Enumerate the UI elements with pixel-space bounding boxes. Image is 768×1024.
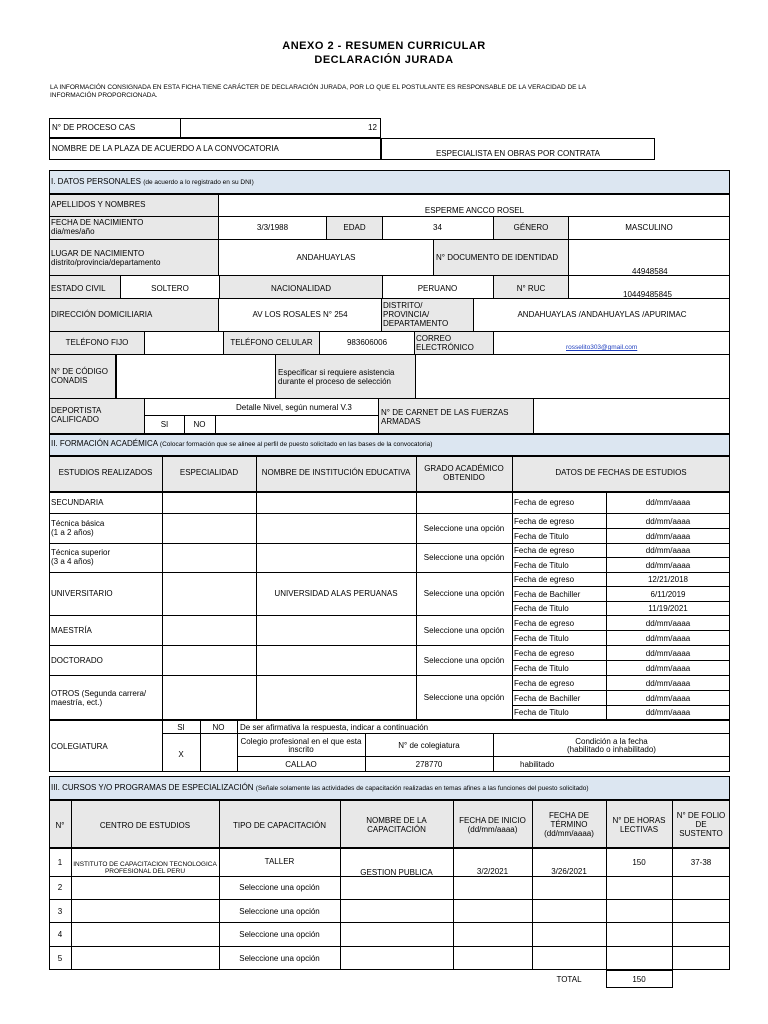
header-end-2: TÉRMINO (550, 820, 588, 829)
athlete-label-2: CALIFICADO (51, 415, 100, 424)
date-value[interactable]: 12/21/2018 (647, 575, 689, 584)
header-num: N° (55, 821, 65, 830)
date-value[interactable]: 11/19/2021 (648, 604, 688, 613)
date-value[interactable]: dd/mm/aaaa (645, 561, 691, 570)
birthplace-value[interactable]: ANDAHUAYLAS (296, 253, 356, 262)
course-type[interactable]: Seleccione una opción (239, 954, 320, 963)
section-personal-title: I. DATOS PERSONALES (de acuerdo a lo registrado en su DNI) (51, 177, 254, 186)
course-num: 1 (57, 858, 63, 867)
course-center-2[interactable]: PROFESIONAL DEL PERU (104, 868, 186, 875)
date-label: Fecha de egreso (514, 517, 575, 526)
process-number-label: N° DE PROCESO CAS (52, 123, 136, 132)
date-value[interactable]: dd/mm/aaaa (645, 634, 691, 643)
header-degree-1: GRADO ACADÉMICO (424, 464, 504, 473)
course-end[interactable]: 3/26/2021 (551, 867, 587, 876)
age-label: EDAD (343, 223, 366, 232)
birthplace-label-format: distrito/provincia/departamento (51, 258, 161, 267)
college-label-1: Colegio profesional en el que esta (240, 737, 362, 746)
header-degree-2: OBTENIDO (443, 473, 485, 482)
date-value[interactable]: dd/mm/aaaa (645, 517, 691, 526)
date-label: Fecha de Bachiller (514, 694, 581, 703)
row-secundaria-label: SECUNDARIA (51, 498, 104, 507)
nationality-label: NACIONALIDAD (270, 284, 331, 293)
date-label: Fecha de egreso (514, 649, 575, 658)
armed-label-2: ARMADAS (381, 417, 421, 426)
row-tecnica-basica-label: Técnica básica (51, 519, 105, 528)
names-label: APELLIDOS Y NOMBRES (51, 200, 146, 209)
cell-label: TELÉFONO CELULAR (230, 338, 313, 347)
header-type: TIPO DE CAPACITACIÓN (232, 821, 327, 830)
armed-label-1: N° DE CARNET DE LAS FUERZAS (381, 408, 509, 417)
gender-label: GÉNERO (513, 223, 549, 232)
conadis-label-2: CONADIS (51, 376, 88, 385)
address-value[interactable]: AV LOS ROSALES N° 254 (252, 310, 348, 319)
date-label: Fecha de egreso (514, 679, 575, 688)
form-subtitle: DECLARACIÓN JURADA (314, 54, 454, 66)
row-tecnica-superior-sub: (3 a 4 años) (51, 557, 94, 566)
course-num: 5 (57, 954, 63, 963)
civil-label: ESTADO CIVIL (51, 284, 106, 293)
header-folio-3: SUSTENTO (679, 829, 723, 838)
degree-select[interactable]: Seleccione una opción (423, 656, 505, 665)
date-value[interactable]: dd/mm/aaaa (645, 679, 691, 688)
date-value[interactable]: dd/mm/aaaa (645, 694, 691, 703)
email-label-2: ELECTRÓNICO (416, 343, 474, 352)
row-otros-label: OTROS (Segunda carrera/ (51, 689, 147, 698)
total-label: TOTAL (556, 975, 582, 984)
process-number-value[interactable]: 12 (368, 123, 377, 132)
section-courses-title: III. CURSOS Y/O PROGRAMAS DE ESPECIALIZACIÓN (Señale solamente las actividades de capacitación realizadas en temas afines a las funciones del puesto solicitado) (51, 783, 589, 792)
cell-value[interactable]: 983606006 (346, 338, 388, 347)
athlete-detail-label: Detalle Nivel, según numeral V.3 (236, 403, 352, 412)
ruc-value[interactable]: 10449485845 (623, 290, 672, 299)
colegiatura-mark[interactable]: X (178, 750, 184, 759)
header-hours-2: LECTIVAS (619, 825, 659, 834)
condition-label-2: (habilitado o inhabilitado) (567, 745, 656, 754)
date-label: Fecha de Titulo (514, 561, 569, 570)
email-label-1: CORREO (416, 334, 452, 343)
row-tecnica-superior-label: Técnica superior (51, 548, 111, 557)
date-value[interactable]: 6/11/2019 (650, 590, 686, 599)
date-label: Fecha de Titulo (514, 532, 569, 541)
email-value[interactable]: rosselito303@gmail.com (566, 344, 638, 351)
colegiatura-label: COLEGIATURA (51, 742, 108, 751)
header-folio-2: DE (695, 820, 707, 829)
assist-label-1: Especificar si requiere asistencia (278, 368, 395, 377)
plaza-label: NOMBRE DE LA PLAZA DE ACUERDO A LA CONVOCATORIA (52, 144, 279, 153)
condition-label-1: Condición a la fecha (575, 737, 648, 746)
header-institution: NOMBRE DE INSTITUCIÓN EDUCATIVA (261, 468, 411, 477)
course-folio[interactable]: 37-38 (690, 858, 712, 867)
conadis-value-cell[interactable] (116, 354, 276, 399)
birthplace-label: LUGAR DE NACIMIENTO (51, 249, 145, 258)
district-label-1: DISTRITO/ (383, 301, 423, 310)
birth-value[interactable]: 3/3/1988 (256, 223, 289, 232)
date-value[interactable]: dd/mm/aaaa (645, 546, 691, 555)
birth-label: FECHA DE NACIMIENTO (51, 218, 144, 227)
disclaimer-line-1: LA INFORMACIÓN CONSIGNADA EN ESTA FICHA TIENE CARÁCTER DE DECLARACIÓN JURADA, POR LO QUE EL POSTULANTE ES RESPONSABLE DE LA VERACIDAD DE LA (50, 84, 587, 91)
course-num: 2 (57, 883, 63, 892)
row-universitario-label: UNIVERSITARIO (51, 589, 113, 598)
college-value[interactable]: CALLAO (285, 760, 317, 769)
date-value[interactable]: dd/mm/aaaa (645, 532, 691, 541)
id-label: N° DOCUMENTO DE IDENTIDAD (436, 253, 559, 262)
civil-value[interactable]: SOLTERO (151, 284, 189, 293)
athlete-no[interactable]: NO (193, 420, 206, 429)
number-label: N° de colegiatura (398, 741, 460, 750)
row-tecnica-basica-sub: (1 a 2 años) (51, 528, 94, 537)
district-label-3: DEPARTAMENTO (383, 319, 449, 328)
course-type[interactable]: Seleccione una opción (239, 930, 320, 939)
phone-label: TELÉFONO FIJO (65, 338, 129, 347)
id-value[interactable]: 44948584 (632, 267, 668, 276)
date-label: Fecha de Titulo (514, 664, 569, 673)
degree-select[interactable]: Seleccione una opción (423, 553, 505, 562)
header-start-2: (dd/mm/aaaa) (467, 825, 518, 834)
course-num: 4 (57, 930, 63, 939)
header-dates: DATOS DE FECHAS DE ESTUDIOS (555, 468, 687, 477)
course-num: 3 (57, 907, 63, 916)
assist-label-2: durante el proceso de selección (278, 377, 391, 386)
plaza-value[interactable]: ESPECIALISTA EN OBRAS POR CONTRATA (435, 149, 601, 158)
athlete-label-1: DEPORTISTA (51, 406, 102, 415)
degree-select[interactable]: Seleccione una opción (423, 626, 505, 635)
course-center-1[interactable]: INSTITUTO DE CAPACITACION TECNOLOGICA (73, 861, 217, 868)
college-label-2: inscrito (288, 745, 314, 754)
age-value[interactable]: 34 (433, 223, 442, 232)
date-label: Fecha de Bachiller (514, 590, 581, 599)
university-value[interactable]: UNIVERSIDAD ALAS PERUANAS (274, 589, 398, 598)
date-value[interactable]: dd/mm/aaaa (645, 649, 691, 658)
district-label-2: PROVINCIA/ (383, 310, 430, 319)
course-name[interactable]: GESTION PUBLICA (360, 868, 433, 877)
course-hours[interactable]: 150 (632, 858, 646, 867)
colegiatura-si[interactable]: SI (177, 723, 185, 732)
address-label: DIRECCIÓN DOMICILIARIA (51, 310, 153, 319)
nationality-value[interactable]: PERUANO (417, 284, 458, 293)
disclaimer-line-2: INFORMACIÓN PROPORCIONADA. (50, 92, 158, 99)
form-title: ANEXO 2 - RESUMEN CURRICULAR (282, 40, 486, 52)
degree-select[interactable]: Seleccione una opción (423, 693, 505, 702)
course-type[interactable]: Seleccione una opción (239, 883, 320, 892)
date-label: Fecha de egreso (514, 498, 575, 507)
date-label: Fecha de Titulo (514, 604, 569, 613)
degree-select[interactable]: Seleccione una opción (423, 589, 505, 598)
names-value[interactable]: ESPERME ANCCO ROSEL (424, 206, 525, 215)
gender-value[interactable]: MASCULINO (625, 223, 673, 232)
condition-value[interactable]: habilitado (520, 760, 555, 769)
header-hours-1: N° DE HORAS (612, 816, 666, 825)
number-value[interactable]: 278770 (415, 760, 443, 769)
section-academic-title: II. FORMACIÓN ACADÉMICA (Colocar formación que se alinee al perfil de puesto solicitado en las bases de la convocatoria) (51, 439, 433, 448)
header-center: CENTRO DE ESTUDIOS (99, 821, 191, 830)
header-start-1: FECHA DE INICIO (459, 816, 526, 825)
ruc-label: N° RUC (516, 284, 546, 293)
row-maestria-label: MAESTRÍA (51, 626, 92, 635)
header-folio-1: N° DE FOLIO (676, 811, 726, 820)
date-label: Fecha de egreso (514, 619, 575, 628)
header-studies: ESTUDIOS REALIZADOS (58, 468, 153, 477)
course-type[interactable]: Seleccione una opción (239, 907, 320, 916)
header-specialty: ESPECIALIDAD (179, 468, 239, 477)
header-end-3: (dd/mm/aaaa) (544, 829, 594, 838)
birth-label-format: dia/mes/año (51, 227, 95, 236)
course-type[interactable]: TALLER (264, 857, 295, 866)
conadis-label-1: N° DE CÓDIGO (51, 367, 108, 376)
date-value[interactable]: dd/mm/aaaa (645, 498, 691, 507)
district-value[interactable]: ANDAHUAYLAS /ANDAHUAYLAS /APURIMAC (517, 310, 687, 319)
date-label: Fecha de egreso (514, 575, 575, 584)
date-label: Fecha de Titulo (514, 634, 569, 643)
date-label: Fecha de egreso (514, 546, 575, 555)
date-value[interactable]: dd/mm/aaaa (645, 708, 691, 717)
header-name-2: CAPACITACIÓN (367, 825, 426, 834)
colegiatura-no[interactable]: NO (212, 723, 225, 732)
course-start[interactable]: 3/2/2021 (476, 867, 509, 876)
total-value: 150 (632, 975, 646, 984)
date-label: Fecha de Titulo (514, 708, 569, 717)
date-value[interactable]: dd/mm/aaaa (645, 619, 691, 628)
row-doctorado-label: DOCTORADO (51, 656, 103, 665)
row-otros-sub: maestría, ect.) (51, 698, 103, 707)
colegiatura-note: De ser afirmativa la respuesta, indicar a continuación (240, 723, 429, 732)
athlete-si[interactable]: SI (160, 420, 169, 429)
degree-select[interactable]: Seleccione una opción (423, 524, 505, 533)
header-end-1: FECHA DE (548, 811, 589, 820)
date-value[interactable]: dd/mm/aaaa (645, 664, 691, 673)
header-name-1: NOMBRE DE LA (366, 816, 427, 825)
